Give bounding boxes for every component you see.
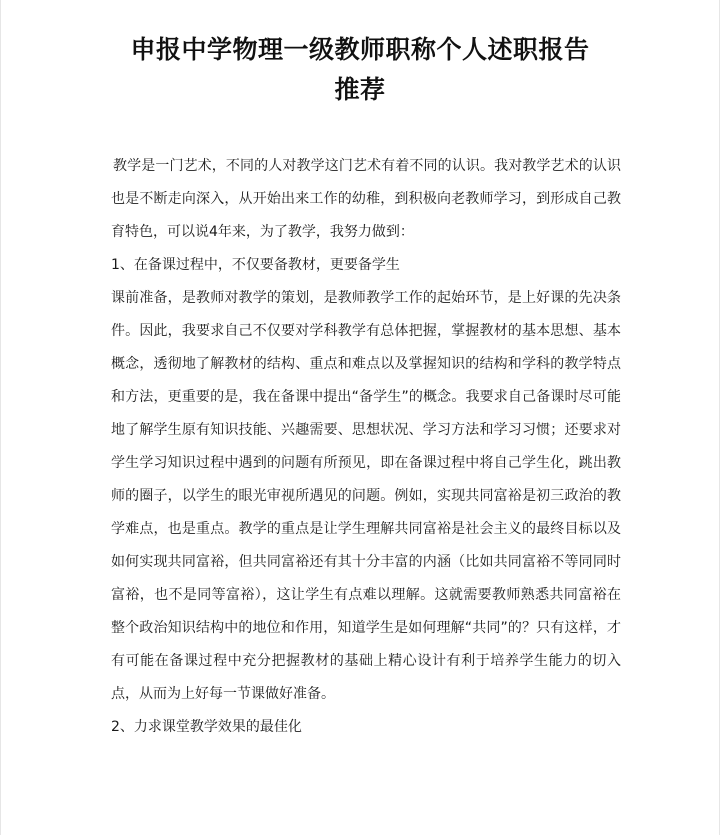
title-line-1: 申报中学物理一级教师职称个人述职报告	[130, 35, 590, 64]
intro-paragraph: 教学是一门艺术，不同的人对教学这门艺术有着不同的认识。我对教学艺术的认识也是不断走向深入，从开始出来工作的幼稚，到积极向老教师学习，到形成自己教育特色，可以说4年来，为了教学，我努力做到：	[111, 158, 621, 240]
title-line-2: 推荐	[334, 75, 386, 104]
section-1-paragraph: 课前准备，是教师对教学的策划，是教师教学工作的起始环节，是上好课的先决条件。因此，我要求自己不仅要对学科教学有总体把握，掌握教材的基本思想、基本概念，透彻地了解教材的结构、重点和难点以及掌握知识的结构和学科的教学特点和方法，更重要的是，我在备课中提出“备学生”的概念。我要求自己备课时尽可能地了解学生原有知识技能、兴趣需要、思想状况、学习方法和学习习惯；还要求对学生学习知识过程中遇到的问题有所预见，即在备课过程中将自己学生化，跳出教师的圈子，以学生的眼光审视所遇见的问题。例如，实现共同富裕是初三政治的教学难点，也是重点。教学的重点是让学生理解共同富裕是社会主义的最终目标以及如何实现共同富裕，但共同富裕还有其十分丰富的内涵（比如共同富裕不等同同时富裕，也不是同等富裕），这让学生有点难以理解。这就需要教师熟悉共同富裕在整个政治知识结构中的地位和作用，知道学生是如何理解“共同”的？只有这样，才有可能在备课过程中充分把握教材的基础上精心设计有利于培养学生能力的切入点，从而为上好每一节课做好准备。	[111, 290, 621, 702]
section-heading-2: 2、力求课堂教学效果的最佳化	[111, 719, 302, 735]
document-body	[111, 150, 621, 744]
document-title	[1, 30, 719, 110]
section-heading-1: 1、在备课过程中，不仅要备教材，更要备学生	[111, 257, 400, 273]
